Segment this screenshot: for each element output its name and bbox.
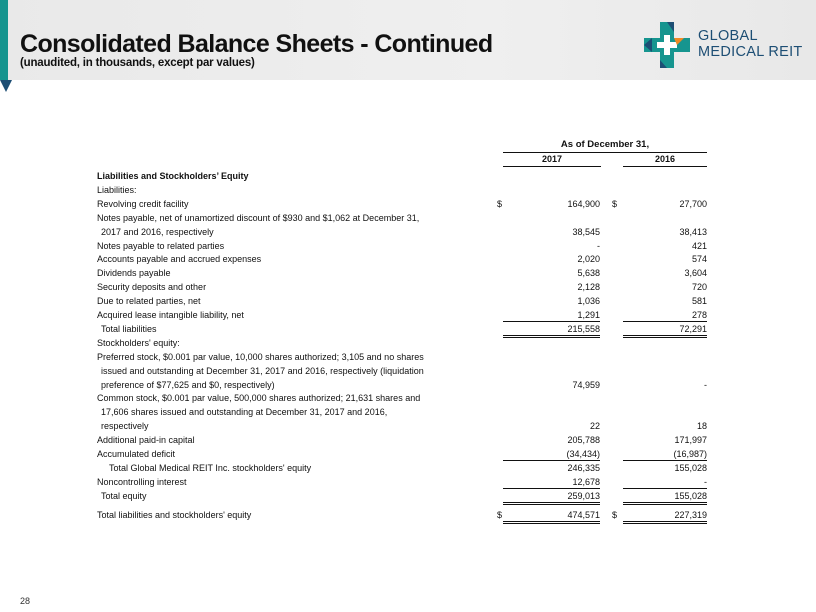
- table-row: [97, 183, 717, 197]
- table-row: [97, 461, 717, 475]
- value-2017: [503, 183, 600, 196]
- value-2016: 171,997: [674, 435, 707, 446]
- table-row: [97, 378, 717, 392]
- value-2017: 12,678: [503, 475, 600, 489]
- value-2017: 205,788: [567, 435, 600, 446]
- value-2016: [623, 405, 707, 418]
- value-2017: [503, 336, 600, 349]
- value-2017: -: [597, 240, 600, 251]
- value-2017: 2,020: [577, 254, 600, 265]
- currency-symbol: $: [612, 509, 618, 520]
- value-2016: [623, 183, 707, 196]
- row-label: issued and outstanding at December 31, 2017 and 2016, respectively (liquidation: [101, 365, 424, 376]
- logo-text-line1: GLOBAL: [698, 28, 758, 44]
- row-label: Due to related parties, net: [97, 296, 201, 307]
- page-subtitle: (unaudited, in thousands, except par values): [20, 57, 255, 69]
- value-2016: 720: [691, 282, 707, 293]
- table-row: [97, 391, 717, 405]
- value-2016: -: [704, 379, 707, 390]
- value-2016: 38,413: [679, 226, 707, 237]
- currency-symbol: $: [497, 198, 503, 209]
- value-2017: [503, 169, 600, 182]
- column-group-header: As of December 31,: [560, 139, 650, 150]
- table-row: [97, 508, 717, 522]
- value-2016: 421: [691, 240, 707, 251]
- value-2016: (16,987): [623, 447, 707, 461]
- column-header-2017: 2017: [503, 154, 601, 167]
- table-row: [97, 322, 717, 336]
- value-2017: 38,545: [572, 226, 600, 237]
- table-row: [97, 266, 717, 280]
- table-row: [97, 405, 717, 419]
- row-label: Accumulated deficit: [97, 449, 176, 459]
- row-label: Total Global Medical REIT Inc. stockholders' equity: [109, 462, 312, 473]
- value-2017: 2,128: [577, 282, 600, 293]
- value-2017: [503, 211, 600, 224]
- table-row: [97, 252, 717, 266]
- logo-text-line2: MEDICAL REIT: [698, 44, 803, 60]
- value-2017: 74,959: [572, 379, 600, 390]
- value-2016: 3,604: [684, 268, 707, 279]
- value-2016: [623, 169, 707, 182]
- value-2017: 164,900: [567, 198, 600, 209]
- row-label: Notes payable, net of unamortized discount of $930 and $1,062 at December 31,: [97, 212, 420, 223]
- row-label: Total equity: [101, 490, 147, 501]
- row-label: Revolving credit facility: [97, 198, 189, 209]
- table-row: [97, 419, 717, 433]
- row-label: Preferred stock, $0.001 par value, 10,000 shares authorized; 3,105 and no shares: [97, 351, 424, 362]
- currency-symbol: $: [497, 509, 503, 520]
- value-2017: 22: [589, 421, 600, 432]
- value-2016: 155,028: [674, 462, 707, 473]
- value-2016: 72,291: [623, 322, 707, 338]
- table-row: [97, 336, 717, 350]
- table-row: [97, 308, 717, 322]
- table-row: [97, 447, 717, 461]
- table-row: [97, 239, 717, 253]
- value-2016: 227,319: [623, 508, 707, 524]
- value-2017: [503, 405, 600, 418]
- table-row: [97, 364, 717, 378]
- table-row: [97, 280, 717, 294]
- value-2016: [623, 336, 707, 349]
- value-2016: 581: [691, 296, 707, 307]
- value-2016: 278: [623, 308, 707, 322]
- row-label: Acquired lease intangible liability, net: [97, 310, 244, 320]
- row-label: 2017 and 2016, respectively: [101, 226, 214, 237]
- value-2016: [623, 391, 707, 404]
- value-2017: 215,558: [503, 322, 600, 338]
- column-header-2016: 2016: [623, 154, 707, 167]
- table-row: [97, 225, 717, 239]
- table-row: [97, 169, 717, 183]
- row-label: Liabilities:: [97, 184, 137, 195]
- value-2016: [623, 350, 707, 363]
- page-number: 28: [20, 596, 31, 606]
- row-label: 17,606 shares issued and outstanding at December 31, 2017 and 2016,: [101, 407, 388, 418]
- row-label: Notes payable to related parties: [97, 240, 225, 251]
- value-2016: -: [623, 475, 707, 489]
- value-2017: 1,291: [503, 308, 600, 322]
- value-2017: [503, 350, 600, 363]
- row-label: Liabilities and Stockholders’ Equity: [97, 171, 249, 181]
- value-2016: [623, 211, 707, 224]
- value-2017: 5,638: [577, 268, 600, 279]
- value-2017: 259,013: [503, 489, 600, 505]
- value-2017: 246,335: [567, 462, 600, 473]
- value-2016: 574: [691, 254, 707, 265]
- table-row: [97, 489, 717, 503]
- row-label: Security deposits and other: [97, 282, 207, 293]
- row-label: Noncontrolling interest: [97, 476, 187, 487]
- table-row: [97, 197, 717, 211]
- value-2017: (34,434): [503, 447, 600, 461]
- value-2017: 474,571: [503, 508, 600, 524]
- row-label: preference of $77,625 and $0, respectively): [101, 379, 275, 390]
- header-rule: [503, 152, 707, 153]
- row-label: Common stock, $0.001 par value, 500,000 shares authorized; 21,631 shares and: [97, 393, 421, 404]
- value-2016: [623, 364, 707, 377]
- table-row: [97, 211, 717, 225]
- table-row: [97, 350, 717, 364]
- table-row: [97, 475, 717, 489]
- table-row: [97, 433, 717, 447]
- row-label: Additional paid-in capital: [97, 435, 195, 446]
- value-2016: 18: [696, 421, 707, 432]
- row-label: Accounts payable and accrued expenses: [97, 254, 262, 265]
- currency-symbol: $: [612, 198, 618, 209]
- table-row: [97, 294, 717, 308]
- value-2017: 1,036: [577, 296, 600, 307]
- value-2016: 27,700: [679, 198, 707, 209]
- value-2016: 155,028: [623, 489, 707, 505]
- row-label: Dividends payable: [97, 268, 171, 279]
- value-2017: [503, 364, 600, 377]
- row-label: Stockholders' equity:: [97, 337, 180, 348]
- page-title: Consolidated Balance Sheets - Continued: [20, 30, 493, 58]
- row-label: Total liabilities: [101, 323, 157, 334]
- value-2017: [503, 391, 600, 404]
- row-label: respectively: [101, 421, 149, 432]
- row-label: Total liabilities and stockholders' equity: [97, 509, 252, 520]
